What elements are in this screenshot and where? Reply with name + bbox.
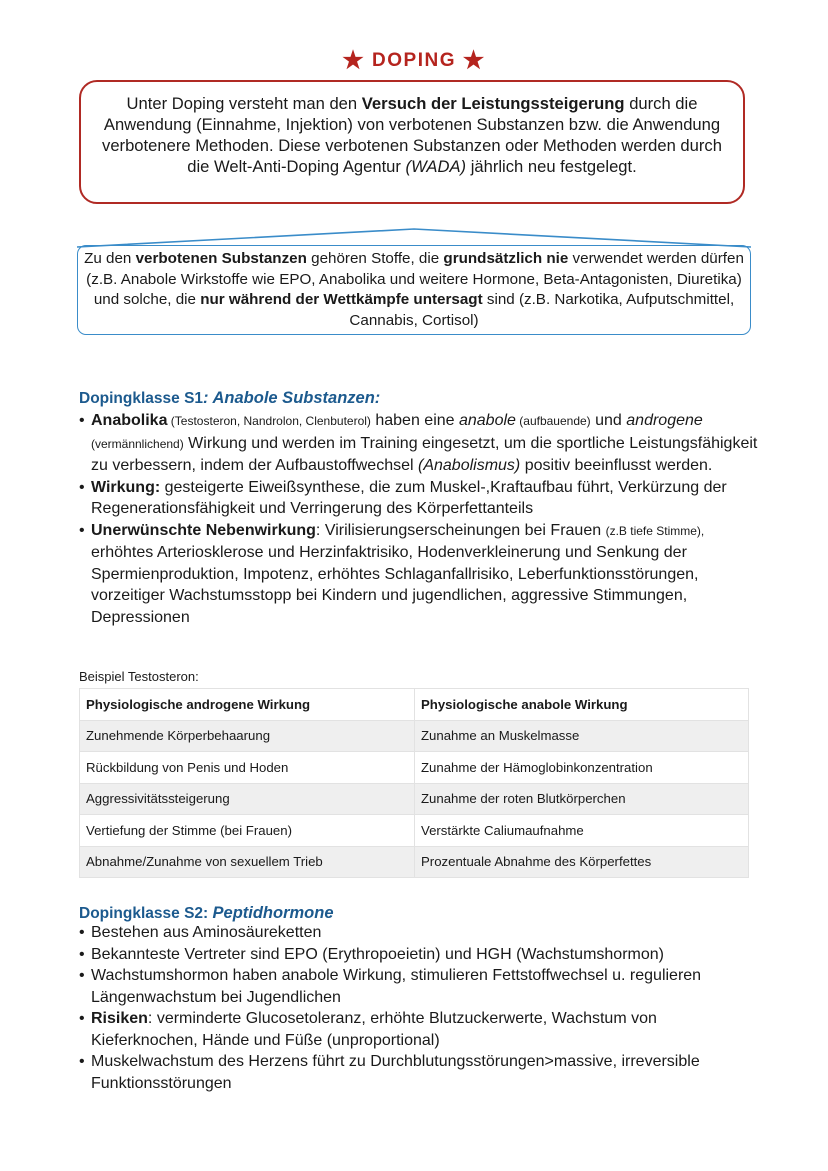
star-icon: ★ [462,47,486,74]
section-heading-s2: Dopingklasse S2: Peptidhormone [79,904,334,922]
table-row: Abnahme/Zunahme von sexuellem Trieb Prozentuale Abnahme des Körperfettes [80,846,749,878]
table-header-row [80,689,749,721]
page-title [0,46,828,75]
testosterone-effects-table [79,688,749,878]
list-item: • Wachstumshormon haben anabole Wirkung, stimulieren Fettstoffwechsel u. regulieren Längenwachstum bei Jugendlichen [79,965,759,1008]
list-item: • Bestehen aus Aminosäureketten [79,922,759,944]
s2-bullet-list [79,922,759,1094]
section-heading-s1: Dopingklasse S1: Anabole Substanzen: [79,389,381,407]
forbidden-substances-box: Zu den verbotenen Substanzen gehören Stoffe, die grundsätzlich nie verwendet werden dürfen (z.B. Anabole Wirkstoffe wie EPO, Anabolika und weitere Hormone, Beta-Antagonisten, Diuretika) und solche, die nur während der Wettkämpfe untersagt sind (z.B. Narkotika, Aufputschmittel, Cannabis, Cortisol) [77,245,751,335]
list-item: • Muskelwachstum des Herzens führt zu Durchblutungsstörungen>massive, irreversible Funktionsstörungen [79,1051,759,1094]
list-item: • Bekannteste Vertreter sind EPO (Erythropoeietin) und HGH (Wachstumshormon) [79,944,759,966]
table-caption: Beispiel Testosteron: [79,669,199,684]
column-header: Physiologische androgene Wirkung [80,689,415,721]
list-item: • Risiken: verminderte Glucosetoleranz, erhöhte Blutzuckerwerte, Wachstum von Kieferknochen, Hände und Füße (unproportional) [79,1008,759,1051]
title-text: DOPING [372,50,456,71]
list-item: • Unerwünschte Nebenwirkung: Virilisierungserscheinungen bei Frauen (z.B tiefe Stimme), erhöhtes Arteriosklerose und Herzinfaktrisiko, Hodenverkleinerung und Senkung der Spermienproduktion, Impotenz, erhöhtes Schlaganfallrisiko, Leberfunktionsstörungen, vorzeitiger Wachstumsstopp bei Kindern und jugendlichen, aggressive Stimmungen, Depressionen [79,520,759,629]
table-row: Aggressivitätssteigerung Zunahme der roten Blutkörperchen [80,783,749,815]
table-row: Zunehmende Körperbehaarung Zunahme an Muskelmasse [80,720,749,752]
table-row: Vertiefung der Stimme (bei Frauen) Verstärkte Caliumaufnahme [80,815,749,847]
list-item: • Anabolika (Testosteron, Nandrolon, Clenbuterol) haben eine anabole (aufbauende) und androgene (vermännlichend) Wirkung und werden im Training eingesetzt, um die sportliche Leistungsfähigkeit zu verbessern, indem der Aufbaustoffwechsel (Anabolismus) positiv beeinflusst werden. [79,410,759,477]
list-item: • Wirkung: gesteigerte Eiweißsynthese, die zum Muskel-,Kraftaufbau führt, Verkürzung der Regenerationsfähigkeit und Verringerung des Körperfettanteils [79,477,759,520]
definition-box: Unter Doping versteht man den Versuch der Leistungssteigerung durch die Anwendung (Einnahme, Injektion) von verbotenen Substanzen bzw. die Anwendung verbotenere Methoden. Diese verbotenen Substanzen oder Methoden werden durch die Welt-Anti-Doping Agentur (WADA) jährlich neu festgelegt. [79,80,745,204]
column-header: Physiologische anabole Wirkung [415,689,749,721]
s1-bullet-list [79,410,759,628]
star-icon: ★ [342,47,366,74]
table-row: Rückbildung von Penis und Hoden Zunahme der Hämoglobinkonzentration [80,752,749,784]
